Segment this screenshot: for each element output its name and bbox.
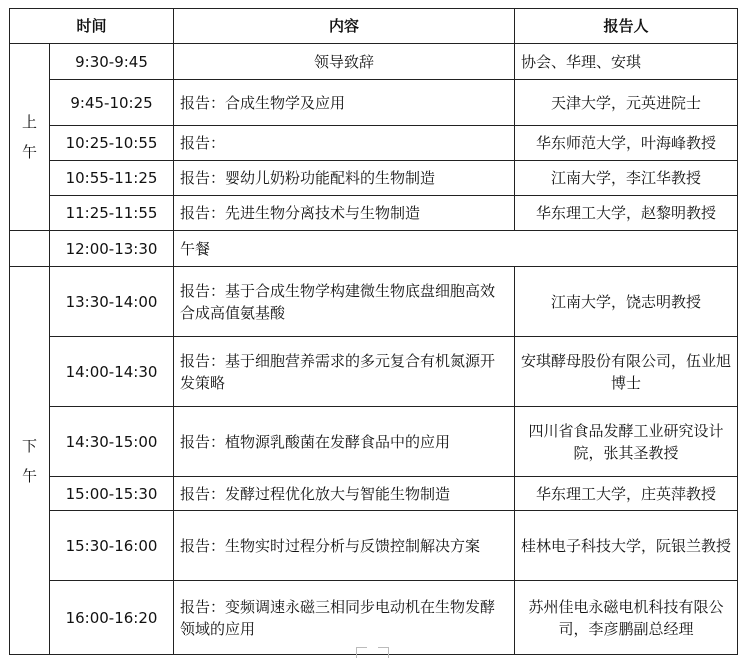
- header-content: 内容: [174, 9, 515, 44]
- page-corner-mark-right: [378, 647, 389, 658]
- table-row: [10, 407, 738, 477]
- table-row: [10, 337, 738, 407]
- table-row-lunch: [10, 231, 738, 267]
- content-cell: 报告：基于合成生物学构建微生物底盘细胞高效合成高值氨基酸: [174, 267, 515, 337]
- content-cell: 报告：先进生物分离技术与生物制造: [174, 196, 515, 231]
- content-cell: 报告：: [174, 126, 515, 161]
- table-row: [10, 511, 738, 581]
- time-cell: 15:00-15:30: [50, 477, 174, 511]
- time-cell: 11:25-11:55: [50, 196, 174, 231]
- speaker-cell: 华东理工大学，庄英萍教授: [515, 477, 738, 511]
- speaker-cell: 桂林电子科技大学，阮银兰教授: [515, 511, 738, 581]
- speaker-cell: 四川省食品发酵工业研究设计院，张其圣教授: [515, 407, 738, 477]
- table-row: [10, 44, 738, 80]
- content-cell: 报告：婴幼儿奶粉功能配料的生物制造: [174, 161, 515, 196]
- speaker-cell: 华东理工大学，赵黎明教授: [515, 196, 738, 231]
- period-afternoon: 下午: [10, 267, 50, 655]
- speaker-cell: 江南大学，饶志明教授: [515, 267, 738, 337]
- content-cell: 领导致辞: [174, 44, 515, 80]
- speaker-cell: 协会、华理、安琪: [515, 44, 738, 80]
- content-cell: 报告：基于细胞营养需求的多元复合有机氮源开发策略: [174, 337, 515, 407]
- speaker-cell: 华东师范大学，叶海峰教授: [515, 126, 738, 161]
- time-cell: 10:25-10:55: [50, 126, 174, 161]
- content-cell: 报告：生物实时过程分析与反馈控制解决方案: [174, 511, 515, 581]
- content-cell: 报告：合成生物学及应用: [174, 80, 515, 126]
- table-row: [10, 80, 738, 126]
- speaker-cell: 天津大学，元英进院士: [515, 80, 738, 126]
- period-empty: [10, 231, 50, 267]
- time-cell: 10:55-11:25: [50, 161, 174, 196]
- page-corner-mark-left: [356, 647, 367, 658]
- table-row: [10, 267, 738, 337]
- content-cell: 午餐: [174, 231, 515, 267]
- speaker-cell: [515, 231, 738, 267]
- speaker-cell: 安琪酵母股份有限公司，伍业旭博士: [515, 337, 738, 407]
- time-cell: 15:30-16:00: [50, 511, 174, 581]
- table-row: [10, 581, 738, 655]
- table-row: [10, 161, 738, 196]
- table-row: [10, 196, 738, 231]
- speaker-cell: 苏州佳电永磁电机科技有限公司，李彦鹏副总经理: [515, 581, 738, 655]
- header-row: [10, 9, 738, 44]
- time-cell: 16:00-16:20: [50, 581, 174, 655]
- time-cell: 9:45-10:25: [50, 80, 174, 126]
- content-cell: 报告：植物源乳酸菌在发酵食品中的应用: [174, 407, 515, 477]
- speaker-cell: 江南大学，李江华教授: [515, 161, 738, 196]
- time-cell: 14:00-14:30: [50, 337, 174, 407]
- time-cell: 9:30-9:45: [50, 44, 174, 80]
- content-cell: 报告：发酵过程优化放大与智能生物制造: [174, 477, 515, 511]
- period-morning: 上午: [10, 44, 50, 231]
- table-row: [10, 126, 738, 161]
- time-cell: 12:00-13:30: [50, 231, 174, 267]
- table-row: [10, 477, 738, 511]
- schedule-table: [9, 8, 738, 655]
- content-cell: 报告：变频调速永磁三相同步电动机在生物发酵领域的应用: [174, 581, 515, 655]
- time-cell: 13:30-14:00: [50, 267, 174, 337]
- header-time: 时间: [10, 9, 174, 44]
- time-cell: 14:30-15:00: [50, 407, 174, 477]
- header-speaker: 报告人: [515, 9, 738, 44]
